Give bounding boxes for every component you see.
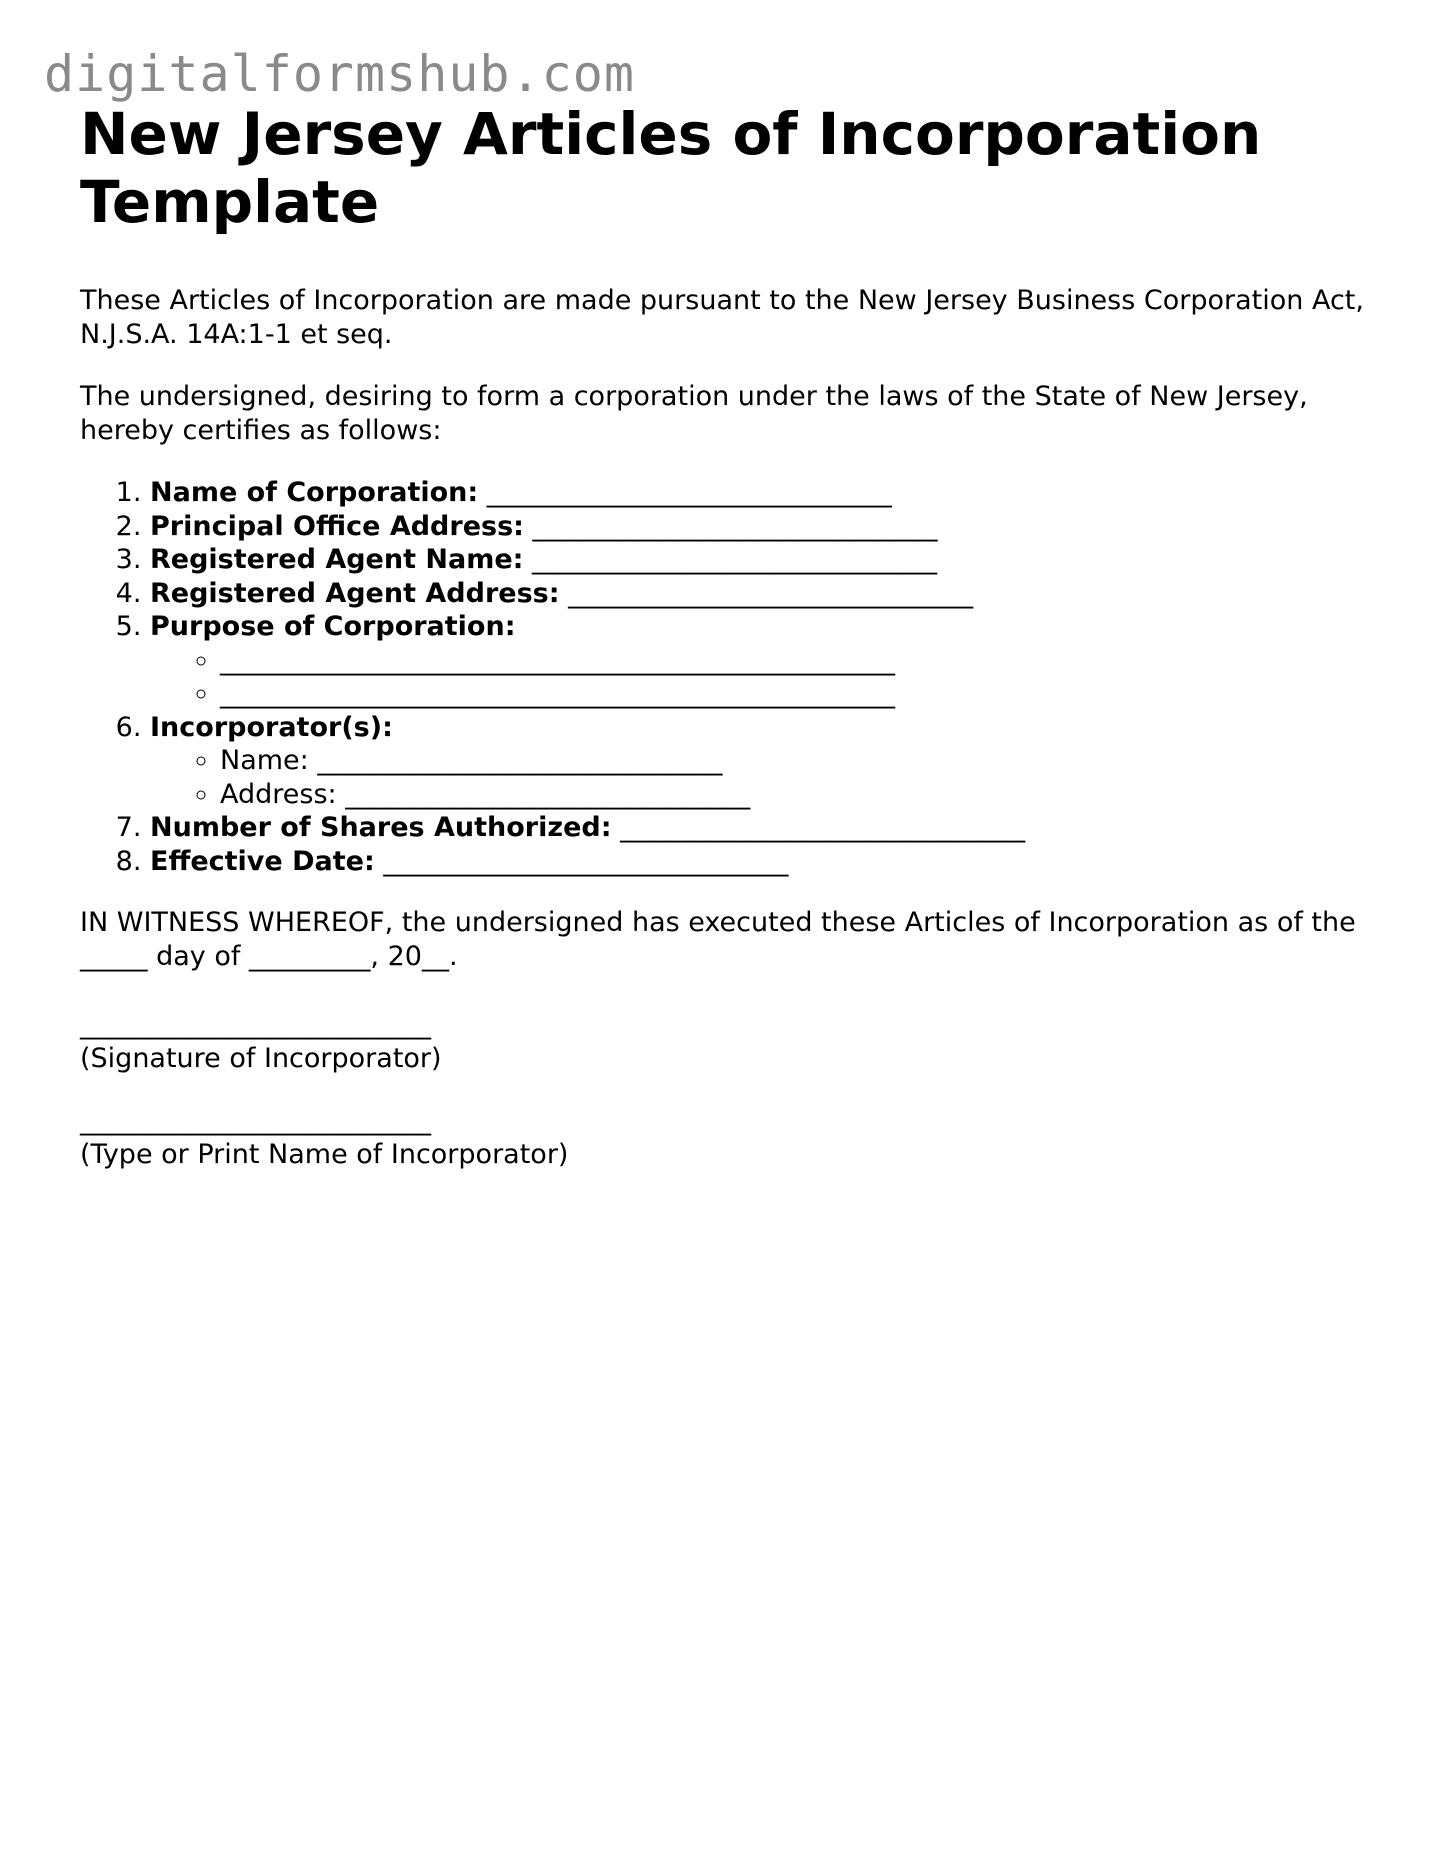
list-item bbox=[150, 510, 1370, 544]
fill-blank[interactable]: ______________________________ bbox=[486, 477, 892, 508]
incorporator-sublist bbox=[150, 744, 1370, 811]
item-label: Effective Date: bbox=[150, 845, 375, 877]
item-label: Incorporator(s): bbox=[150, 711, 393, 743]
list-item bbox=[150, 543, 1370, 577]
list-item bbox=[150, 845, 1370, 879]
signature-block bbox=[80, 1008, 1370, 1076]
incorporator-name-field[interactable]: ◦ Name: ______________________________ bbox=[220, 744, 1370, 778]
fill-blank[interactable]: ◦ __________________________________________________ bbox=[220, 677, 1370, 711]
list-item bbox=[150, 577, 1370, 611]
item-label: Number of Shares Authorized: bbox=[150, 812, 612, 843]
witness-paragraph: IN WITNESS WHEREOF, the undersigned has executed these Articles of Incorporation as of the _____ day of _________, 20__. bbox=[80, 907, 1356, 972]
list-item bbox=[150, 476, 1370, 510]
list-item bbox=[150, 711, 1370, 812]
incorporator-address-field[interactable]: ◦ Address: ______________________________ bbox=[220, 778, 1370, 812]
certify-paragraph: The undersigned, desiring to form a corporation under the laws of the State of New Jersey, hereby certifies as follows: bbox=[80, 381, 1308, 446]
signature-line[interactable]: __________________________ bbox=[80, 1009, 431, 1040]
intro-paragraph: These Articles of Incorporation are made pursuant to the New Jersey Business Corporation Act, N.J.S.A. 14A:1-1 et seq. bbox=[80, 285, 1364, 350]
item-label: Registered Agent Address: bbox=[150, 577, 560, 609]
fill-blank[interactable]: ______________________________ bbox=[383, 845, 789, 877]
print-name-block bbox=[80, 1104, 1370, 1172]
item-label: Purpose of Corporation: bbox=[150, 611, 516, 642]
print-name-label: (Type or Print Name of Incorporator) bbox=[80, 1139, 569, 1170]
page-title: New Jersey Articles of Incorporation Template bbox=[80, 100, 1262, 236]
list-item bbox=[150, 811, 1370, 845]
item-label: Principal Office Address: bbox=[150, 510, 524, 542]
item-label: Name of Corporation: bbox=[150, 477, 479, 508]
fill-blank[interactable]: ______________________________ bbox=[532, 544, 938, 575]
fill-blank[interactable]: ______________________________ bbox=[532, 510, 938, 542]
watermark: digitalformshub.com bbox=[44, 45, 635, 103]
document bbox=[80, 100, 1370, 1172]
fill-blank[interactable]: ◦ __________________________________________________ bbox=[220, 644, 1370, 678]
signature-label: (Signature of Incorporator) bbox=[80, 1043, 442, 1074]
purpose-sublist bbox=[150, 644, 1370, 711]
item-label: Registered Agent Name: bbox=[150, 544, 524, 575]
fill-blank[interactable]: ______________________________ bbox=[620, 812, 1026, 843]
list-item bbox=[150, 610, 1370, 711]
fill-blank[interactable]: ______________________________ bbox=[568, 577, 974, 609]
articles-list bbox=[80, 476, 1370, 878]
print-name-line[interactable]: __________________________ bbox=[80, 1105, 431, 1136]
